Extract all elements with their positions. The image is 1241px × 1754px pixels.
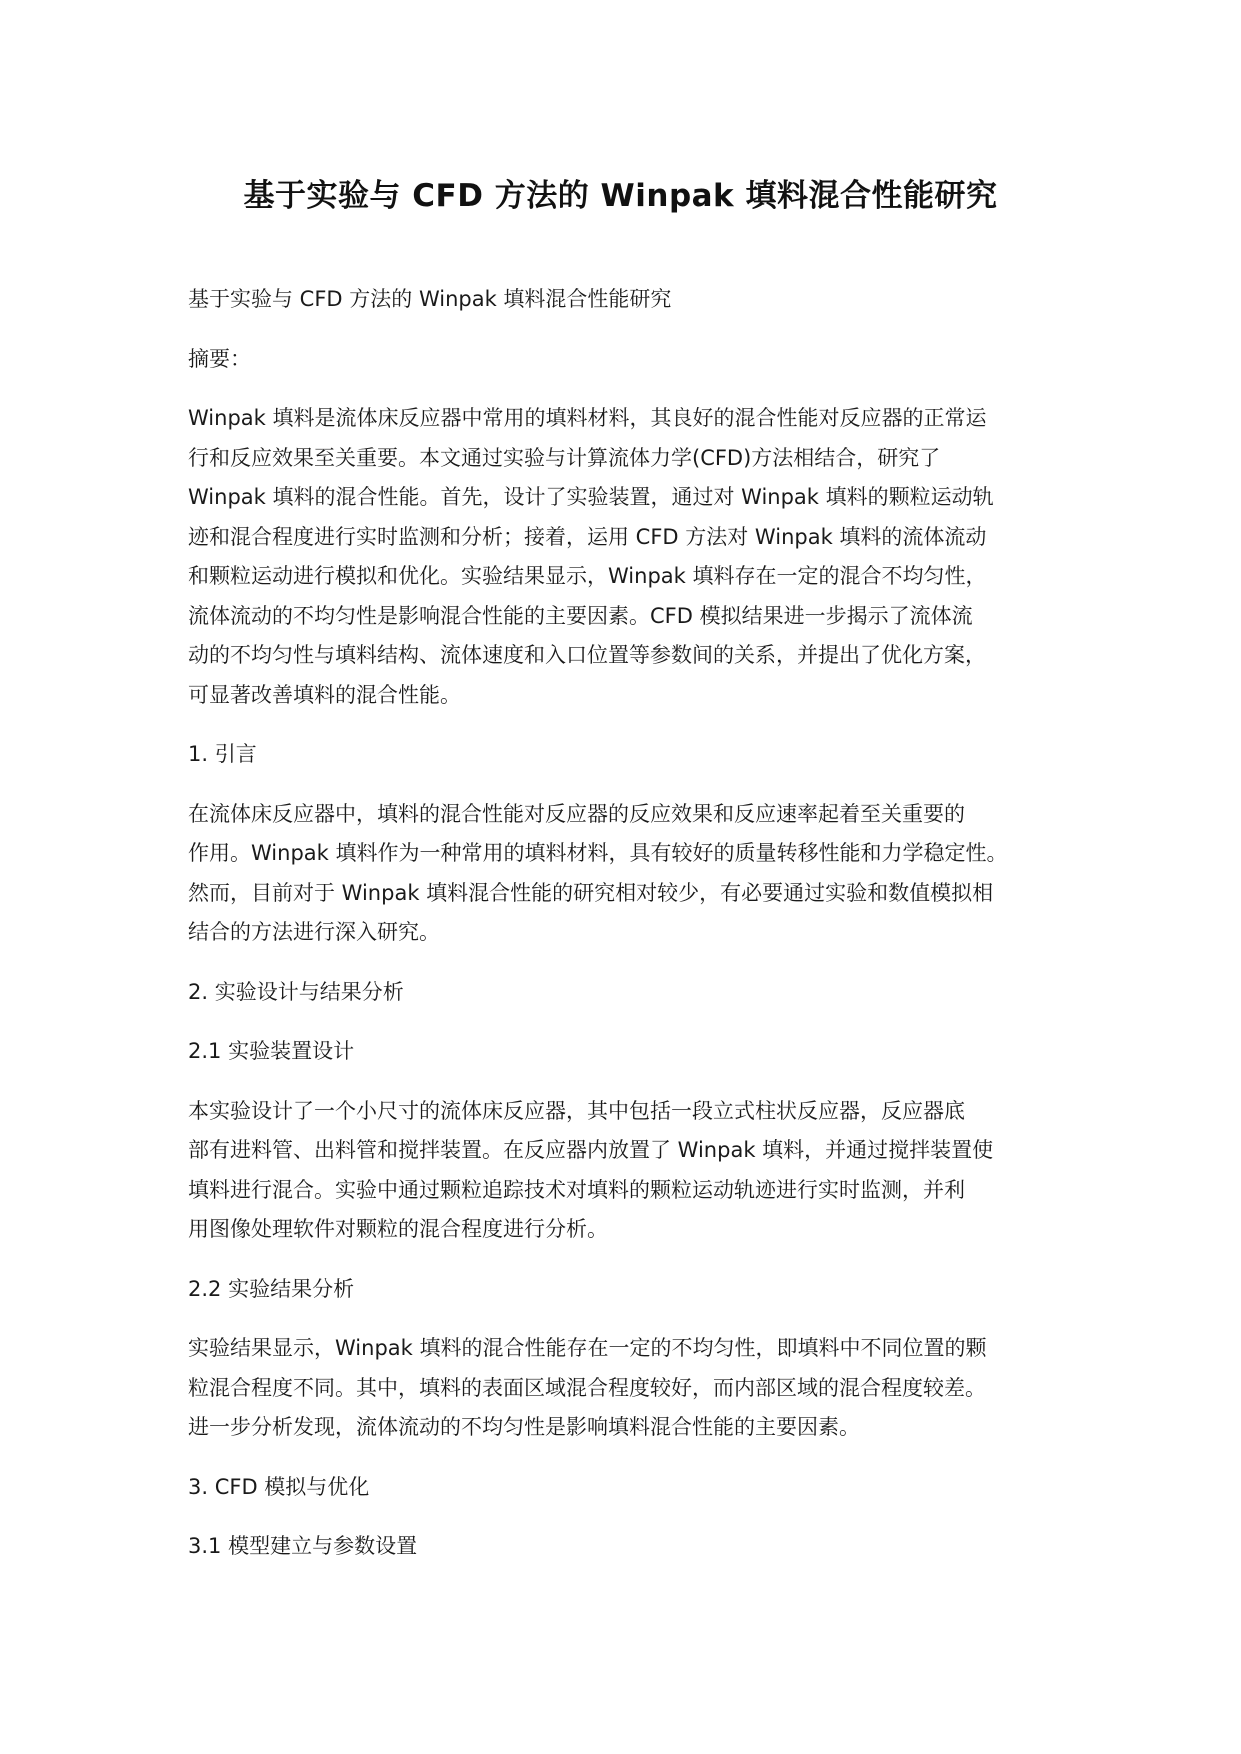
text-line: 流体流动的不均匀性是影响混合性能的主要因素。CFD 模拟结果进一步揭示了流体流 <box>188 603 973 628</box>
text-line: 进一步分析发现，流体流动的不均匀性是影响填料混合性能的主要因素。 <box>188 1415 860 1439</box>
subsection-heading-model: 3.1 模型建立与参数设置 <box>188 1534 418 1558</box>
text-line: 实验结果显示，Winpak 填料的混合性能存在一定的不均匀性，即填料中不同位置的颗 <box>188 1336 987 1360</box>
document-title: 基于实验与 CFD 方法的 Winpak 填料混合性能研究 <box>243 178 998 214</box>
abstract-label: 摘要： <box>188 346 251 371</box>
subsection-heading-results: 2.2 实验结果分析 <box>188 1276 355 1301</box>
text-line: 粒混合程度不同。其中，填料的表面区域混合程度较好，而内部区域的混合程度较差。 <box>188 1375 986 1400</box>
text-line: 和颗粒运动进行模拟和优化。实验结果显示，Winpak 填料存在一定的混合不均匀性， <box>188 564 987 588</box>
section-heading-experiment: 2. 实验设计与结果分析 <box>188 979 404 1004</box>
text-line: 本实验设计了一个小尺寸的流体床反应器，其中包括一段立式柱状反应器，反应器底 <box>188 1098 965 1123</box>
text-line: 填料进行混合。实验中通过颗粒追踪技术对填料的颗粒运动轨迹进行实时监测，并利 <box>188 1177 965 1202</box>
text-line: 然而，目前对于 Winpak 填料混合性能的研究相对较少，有必要通过实验和数值模拟相 <box>188 880 994 905</box>
text-line: 结合的方法进行深入研究。 <box>188 920 440 944</box>
text-line: 用图像处理软件对颗粒的混合程度进行分析。 <box>188 1217 608 1241</box>
section-heading-introduction: 1. 引言 <box>188 742 257 766</box>
text-line: 动的不均匀性与填料结构、流体速度和入口位置等参数间的关系，并提出了优化方案， <box>188 643 986 667</box>
document-body <box>188 280 1078 1587</box>
text-line: 迹和混合程度进行实时监测和分析；接着，运用 CFD 方法对 Winpak 填料的流体流动 <box>188 524 987 549</box>
text-line: Winpak 填料是流体床反应器中常用的填料材料，其良好的混合性能对反应器的正常运 <box>188 406 987 430</box>
text-line: 作用。Winpak 填料作为一种常用的填料材料，具有较好的质量转移性能和力学稳定性。 <box>188 841 1008 865</box>
text-line: 部有进料管、出料管和搅拌装置。在反应器内放置了 Winpak 填料，并通过搅拌装置使 <box>188 1138 994 1162</box>
section-heading-cfd: 3. CFD 模拟与优化 <box>188 1474 370 1499</box>
apparatus-paragraph <box>188 1092 1078 1250</box>
abstract-paragraph <box>188 399 1078 715</box>
results-paragraph <box>188 1329 1078 1448</box>
document-subtitle: 基于实验与 CFD 方法的 Winpak 填料混合性能研究 <box>188 287 672 311</box>
text-line: Winpak 填料的混合性能。首先，设计了实验装置，通过对 Winpak 填料的颗粒运动轨 <box>188 485 994 509</box>
text-line: 可显著改善填料的混合性能。 <box>188 682 461 707</box>
introduction-paragraph <box>188 795 1078 953</box>
text-line: 行和反应效果至关重要。本文通过实验与计算流体力学(CFD)方法相结合，研究了 <box>188 445 941 470</box>
subsection-heading-apparatus: 2.1 实验装置设计 <box>188 1039 355 1063</box>
text-line: 在流体床反应器中，填料的混合性能对反应器的反应效果和反应速率起着至关重要的 <box>188 801 965 826</box>
